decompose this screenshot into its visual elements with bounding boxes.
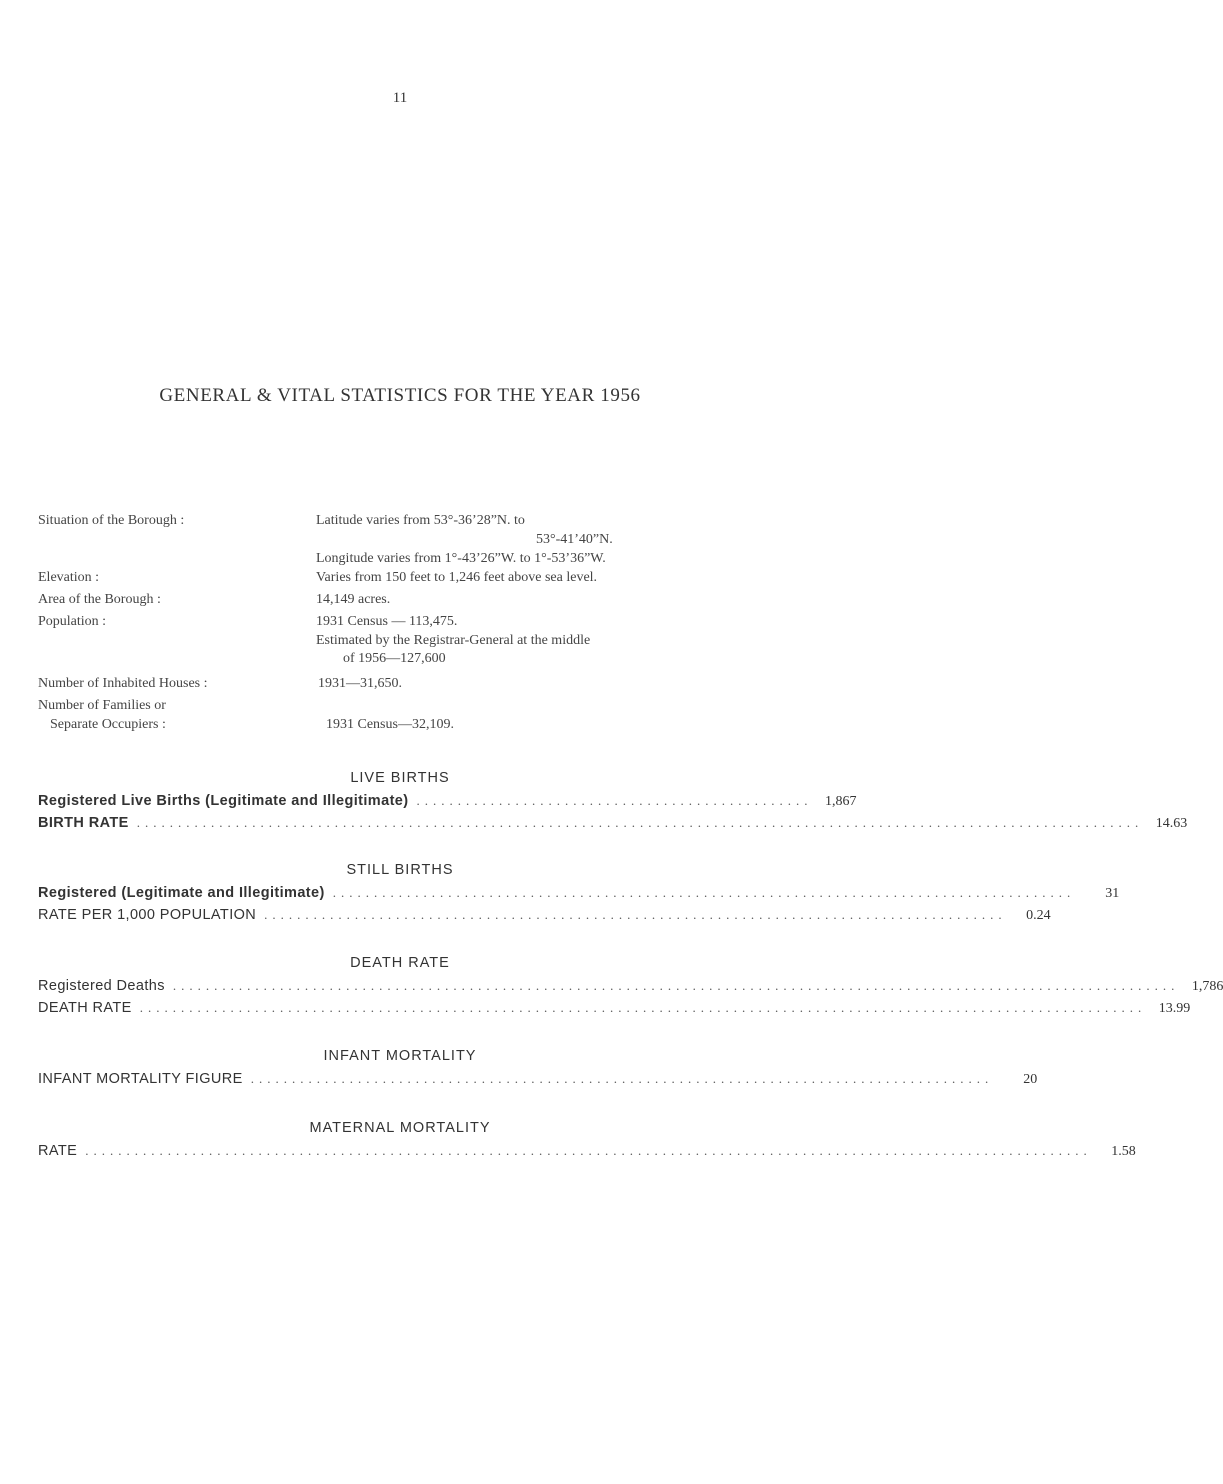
birth-rate-row	[38, 815, 1188, 837]
elevation-value: Varies from 150 feet to 1,246 feet above sea level.	[316, 570, 598, 585]
still-births-heading: STILL BIRTHS	[346, 862, 454, 878]
families-value: 1931 Census—32,109.	[326, 717, 454, 732]
latitude-line-1: Latitude varies from 53°-36’28”N. to	[316, 513, 525, 528]
area-value: 14,149 acres.	[316, 592, 391, 607]
row-value: 1,786	[1191, 979, 1223, 994]
leader-dots: ..........................................................................................	[332, 885, 1076, 900]
elevation-label: Elevation :	[38, 570, 100, 585]
population-estimate-line-1: Estimated by the Registrar-General at the middle	[316, 633, 591, 648]
live-births-heading: LIVE BIRTHS	[350, 770, 450, 786]
row-label: INFANT MORTALITY FIGURE	[38, 1071, 243, 1087]
longitude-line: Longitude varies from 1°-43’26”W. to 1°-53’36”W.	[316, 551, 606, 566]
row-label: DEATH RATE	[38, 1000, 132, 1016]
row-label: Registered (Legitimate and Illegitimate)	[38, 885, 325, 901]
page-title: GENERAL & VITAL STATISTICS FOR THE YEAR 1956	[159, 385, 641, 406]
live-births-registered-row	[38, 793, 857, 815]
leader-dots: ..........................................................................................................................	[139, 1000, 1147, 1015]
page-number: 11	[392, 90, 408, 106]
families-label-line-1: Number of Families or	[38, 698, 166, 713]
latitude-line-2: 53°-41’40”N.	[536, 532, 613, 547]
still-births-rate-row	[38, 907, 1051, 929]
row-value: 0.24	[1026, 908, 1051, 923]
leader-dots: ..........................................................................................	[250, 1071, 994, 1086]
row-label: RATE	[38, 1143, 78, 1159]
row-value: 1.58	[1111, 1144, 1136, 1159]
situation-label: Situation of the Borough :	[38, 513, 185, 528]
row-value: 31	[1105, 886, 1120, 901]
area-label: Area of the Borough :	[38, 592, 161, 607]
leader-dots: ..........................................................................................................................	[85, 1143, 1092, 1158]
row-label: RATE PER 1,000 POPULATION	[38, 907, 257, 923]
registered-deaths-row	[38, 978, 1223, 1000]
still-births-registered-row	[38, 885, 1120, 907]
population-label: Population :	[38, 614, 107, 629]
infant-mortality-figure-row	[38, 1071, 1038, 1093]
maternal-mortality-heading: MATERNAL MORTALITY	[309, 1120, 491, 1136]
leader-dots: ..........................................................................................................................	[136, 815, 1144, 830]
infant-mortality-heading: INFANT MORTALITY	[323, 1048, 477, 1064]
leader-dots: ..........................................................................................................................	[172, 978, 1180, 993]
row-value: 20	[1023, 1072, 1038, 1087]
population-census: 1931 Census — 113,475.	[316, 614, 458, 629]
row-label: Registered Live Births (Legitimate and Illegitimate)	[38, 793, 409, 809]
leader-dots: ..........................................................................................	[264, 907, 1007, 922]
leader-dots: ................................................	[416, 793, 813, 808]
death-rate-heading: DEATH RATE	[350, 955, 450, 971]
row-value: 14.63	[1155, 816, 1188, 831]
row-label: BIRTH RATE	[38, 815, 129, 831]
maternal-rate-row	[38, 1143, 1136, 1165]
houses-label: Number of Inhabited Houses :	[38, 676, 208, 691]
houses-value: 1931—31,650.	[318, 676, 402, 691]
families-label-line-2: Separate Occupiers :	[50, 717, 166, 732]
death-rate-row	[38, 1000, 1191, 1022]
row-value: 1,867	[825, 794, 857, 809]
row-value: 13.99	[1158, 1001, 1191, 1016]
population-estimate-line-2: of 1956—127,600	[343, 651, 446, 666]
row-label: Registered Deaths	[38, 978, 165, 994]
